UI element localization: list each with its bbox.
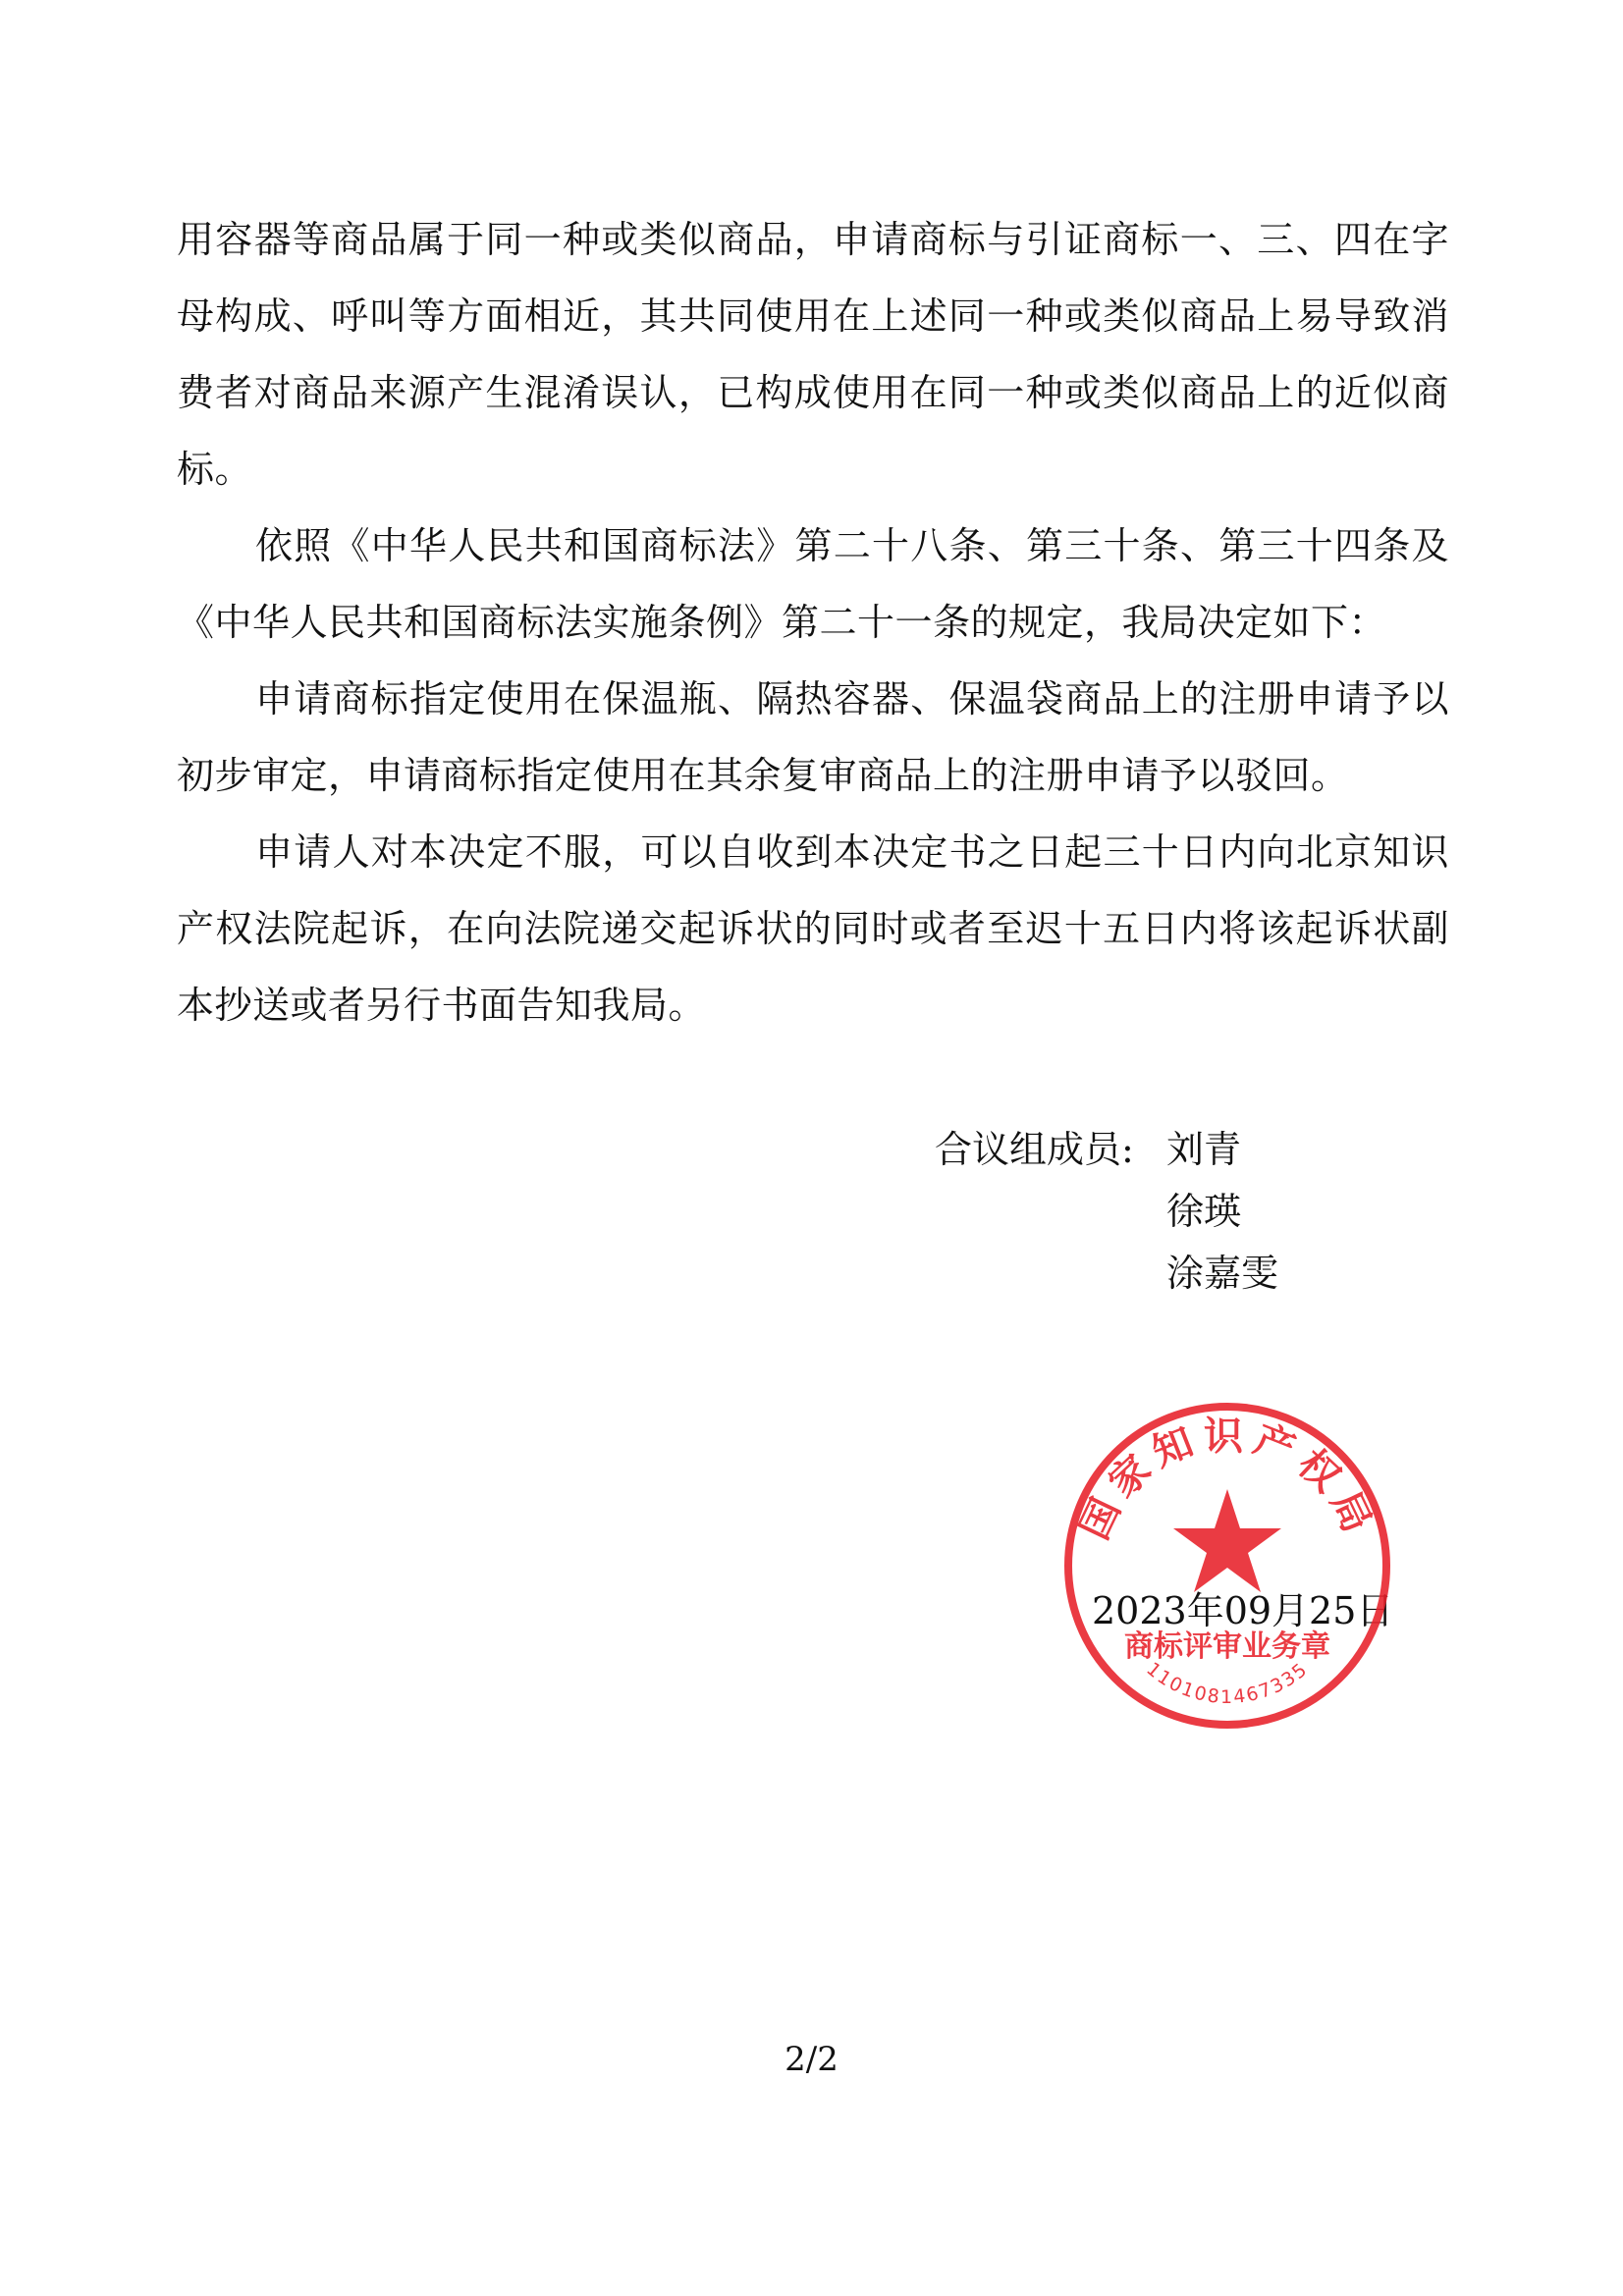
body-line: 申请人对本决定不服，可以自收到本决定书之日起三十日内向北京知识 <box>255 830 1449 874</box>
seal-code: 1101081467335 <box>1142 1658 1313 1708</box>
body-line: 《中华人民共和国商标法实施条例》第二十一条的规定，我局决定如下： <box>177 601 1387 644</box>
seal-inner-text: 商标评审业务章 <box>1124 1629 1330 1664</box>
page-number: 2/2 <box>784 2040 839 2079</box>
seal-outer-text: 国家知识产权局 <box>1070 1413 1384 1547</box>
panel-members <box>935 1119 1278 1305</box>
body-line: 母构成、呼叫等方面相近，其共同使用在上述同一种或类似商品上易导致消 <box>177 294 1449 338</box>
body-line: 依照《中华人民共和国商标法》第二十八条、第三十条、第三十四条及 <box>255 524 1449 567</box>
panel-member: 刘青 <box>1166 1128 1242 1171</box>
panel-label: 合议组成员: <box>935 1128 1134 1171</box>
body-line: 标。 <box>177 448 253 491</box>
decision-body <box>177 201 1449 1043</box>
body-line: 初步审定，申请商标指定使用在其余复审商品上的注册申请予以驳回。 <box>177 754 1349 797</box>
body-line: 本抄送或者另行书面告知我局。 <box>177 984 707 1027</box>
panel-member: 徐瑛 <box>1166 1190 1242 1233</box>
body-line: 用容器等商品属于同一种或类似商品，申请商标与引证商标一、三、四在字 <box>177 218 1449 261</box>
official-seal <box>1060 1399 1394 1733</box>
body-line: 产权法院起诉，在向法院递交起诉状的同时或者至迟十五日内将该起诉状副 <box>177 907 1449 950</box>
decision-date: 2023年09月25日 <box>1092 1589 1394 1632</box>
body-line: 费者对商品来源产生混淆误认，已构成使用在同一种或类似商品上的近似商 <box>177 371 1449 414</box>
star-icon <box>1173 1489 1281 1592</box>
body-line: 申请商标指定使用在保温瓶、隔热容器、保温袋商品上的注册申请予以 <box>255 677 1449 721</box>
panel-member: 涂嘉雯 <box>1166 1252 1279 1295</box>
